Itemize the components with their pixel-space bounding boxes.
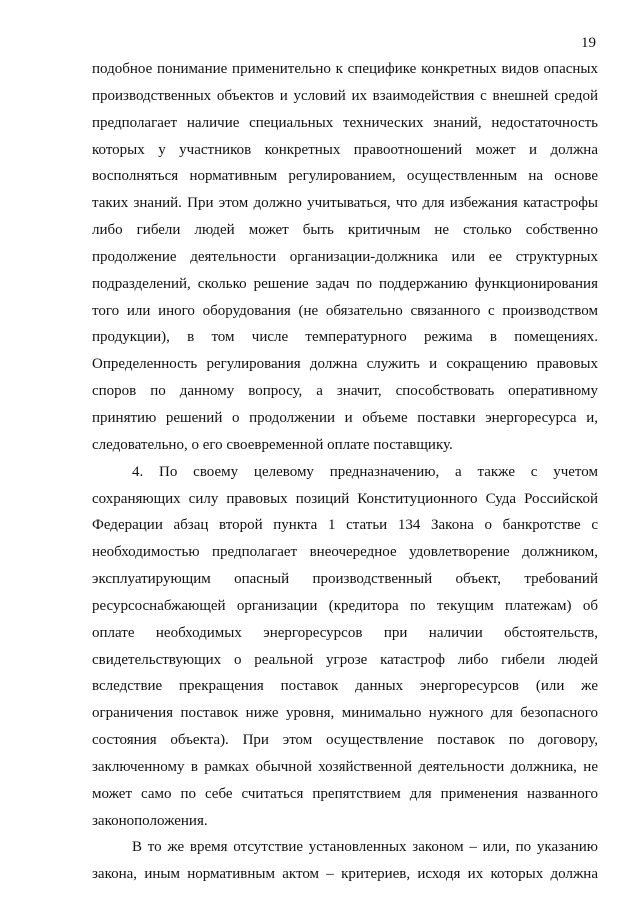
text-line: заключенному в рамках обычной хозяйственной деятельности должника, не (92, 758, 598, 775)
text-line: подобное понимание применительно к специфике конкретных видов опасных (92, 61, 598, 77)
text-line: свидетельствующих о реальной угрозе катастроф либо гибели людей (92, 651, 598, 668)
text-line: ограничения поставок ниже уровня, минимально нужного для безопасного (92, 705, 598, 722)
text-line: продолжение деятельности организации-должника или ее структурных (92, 248, 598, 265)
text-line: 4. По своему целевому предназначению, а также с учетом (132, 463, 598, 480)
text-line: предполагает наличие специальных технических знаний, недостаточность (92, 114, 598, 131)
text-line: либо гибели людей может быть критичным не столько собственно (92, 222, 598, 239)
text-line: закона, иным нормативным актом – критериев, исходя их которых должна (92, 866, 598, 883)
text-line: В то же время отсутствие установленных законом – или, по указанию (132, 839, 598, 856)
text-line: продукции), в том числе температурного режима в помещениях. (92, 329, 598, 346)
text-line: может само по себе считаться препятствием для применения названного (92, 785, 598, 802)
paragraph (92, 56, 598, 459)
text-line: таких знаний. При этом должно учитываться, что для избежания катастрофы (92, 195, 598, 212)
text-line: эксплуатирующим опасный производственный объект, требований (92, 571, 598, 588)
text-line: законоположения. (92, 812, 208, 829)
text-line: Федерации абзац второй пункта 1 статьи 134 Закона о банкротстве с (92, 517, 598, 534)
text-line: Определенность регулирования должна служить и сокращению правовых (92, 356, 598, 373)
text-line: принятию решений о продолжении и объеме поставки энергоресурса и, (92, 409, 598, 426)
text-line: ресурсоснабжающей организации (кредитора по текущим платежам) об (92, 597, 598, 614)
text-line: следовательно, о его своевременной оплате поставщику. (92, 436, 453, 453)
text-line: сохраняющих силу правовых позиций Конституционного Суда Российской (92, 490, 598, 507)
document-body (92, 56, 598, 888)
text-line: вследствие прекращения поставок данных энергоресурсов (или же (92, 678, 598, 695)
paragraph (92, 459, 598, 835)
text-line: которых у участников конкретных правоотношений может и должна (92, 141, 598, 158)
text-line: споров по данному вопросу, а значит, способствовать оперативному (92, 383, 598, 400)
text-line: подразделений, сколько решение задач по поддержанию функционирования (92, 275, 598, 292)
text-line: восполняться нормативным регулированием, осуществленным на основе (92, 168, 598, 185)
text-line: оплате необходимых энергоресурсов при наличии обстоятельств, (92, 624, 598, 641)
page-number: 19 (581, 35, 596, 51)
text-line: того или иного оборудования (не обязательно связанного с производством (92, 302, 598, 319)
text-line: производственных объектов и условий их взаимодействия с внешней средой (92, 87, 598, 104)
text-line: необходимостью предполагает внеочередное удовлетворение должником, (92, 544, 598, 561)
text-line: состояния объекта). При этом осуществление поставок по договору, (92, 732, 598, 749)
paragraph (92, 834, 598, 888)
